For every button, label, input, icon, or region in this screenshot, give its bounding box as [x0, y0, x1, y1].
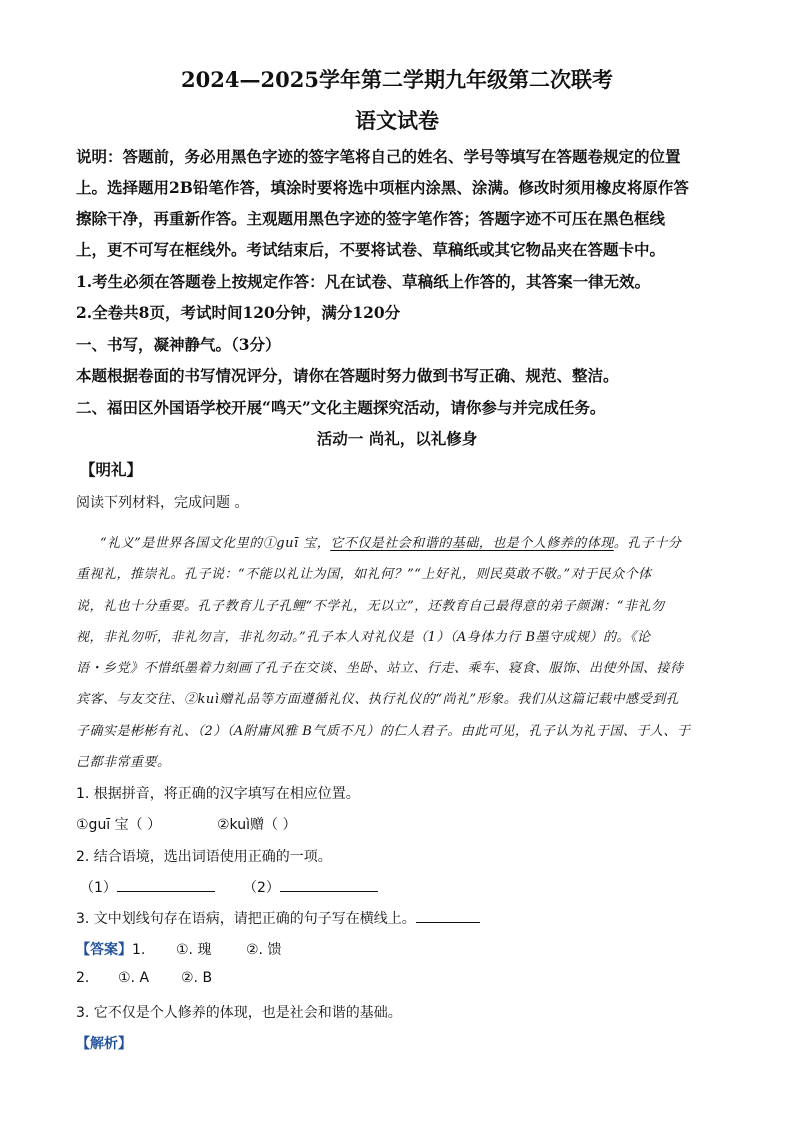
analysis-label: 【解析】	[76, 1036, 132, 1052]
section-1-description: 本题根据卷面的书写情况评分，请你在答题时努力做到书写正确、规范、整洁。	[76, 366, 619, 385]
instruction-line-5: 1.考生必须在答题卷上按规定作答：凡在试卷、草稿纸上作答的，其答案一律无效。	[76, 272, 651, 291]
instruction-line-6: 2.全卷共8页，考试时间120分钟，满分120分	[76, 303, 401, 322]
passage-text: 。孔子十分	[613, 536, 682, 551]
answer-3: 3. 它不仅是个人修养的体现，也是社会和谐的基础。	[76, 1005, 402, 1021]
answer-2-choice-1: ①. A	[118, 970, 150, 986]
instruction-line-1: 说明：答题前，务必用黑色字迹的签字笔将自己的姓名、学号等填写在答题卷规定的位置	[76, 147, 681, 166]
question-2-line-b	[243, 877, 378, 897]
answer-1-choice-1: ①. 瑰	[176, 942, 212, 958]
passage-line-2: 重视礼，推崇礼。孔子说：“不能以礼让为国，如礼何？”“上好礼，则民莫敢不敬。”对于民众个体	[76, 567, 652, 582]
passage-line-5: 语・乡党》不惜纸墨着力刻画了孔子在交谈、坐卧、站立、行走、乘车、寝食、服饰、出使外国、接待	[76, 661, 684, 676]
question-2-item-a: （1）	[80, 880, 117, 896]
question-3-line	[76, 908, 480, 928]
question-2: 2. 结合语境，选出词语使用正确的一项。	[76, 849, 332, 865]
activity-title: 活动一 尚礼，以礼修身	[316, 429, 478, 448]
answer-line-1	[76, 939, 145, 959]
answer-2-choice-2: ②. B	[181, 970, 213, 986]
answer-label: 【答案】	[76, 942, 132, 958]
passage-line-4: 视，非礼勿听，非礼勿言，非礼勿动。”孔子本人对礼仪是（1）（A身体力行 B墨守成规）的。《论	[76, 630, 651, 645]
exam-title: 2024—2025学年第二学期九年级第二次联考	[181, 67, 613, 92]
underlined-sentence: 它不仅是社会和谐的基础，也是个人修养的体现	[330, 536, 614, 551]
passage-line-7: 子确实是彬彬有礼、（2）（A附庸风雅 B气质不凡）的仁人君子。由此可见，孔子认为礼于国、于人、于	[76, 724, 691, 739]
passage-text: “礼义”是世界各国文化里的①guī 宝，	[100, 536, 331, 551]
passage-line-1	[100, 532, 681, 551]
passage-line-6: 宾客、与友交往、②kuì赠礼品等方面遵循礼仪、执行礼仪的“尚礼”形象。我们从这篇记载中感受到孔	[76, 692, 680, 707]
instruction-line-3: 擦除干净，再重新作答。主观题用黑色字迹的签字笔作答；答题字迹不可压在黑色框线	[76, 209, 666, 228]
instruction-line-2: 上。选择题用2B铅笔作答，填涂时要将选中项框内涂黑、涂满。修改时须用橡皮将原作答	[76, 178, 689, 197]
answer-blank[interactable]	[280, 877, 378, 892]
answer-1-choice-2: ②. 馈	[246, 942, 282, 958]
passage-line-3: 说，礼也十分重要。孔子教育儿子孔鲤“不学礼，无以立”，还教育自己最得意的弟子颜渊：“非礼勿	[76, 599, 665, 614]
section-1-heading: 一、书写，凝神静气。（3分）	[76, 335, 281, 354]
question-3: 3. 文中划线句存在语病，请把正确的句子写在横线上。	[76, 911, 416, 927]
question-1-item-a: ①guī 宝（ ）	[76, 817, 162, 833]
section-bracket-title: 【明礼】	[80, 460, 143, 479]
passage-line-8: 己都非常重要。	[76, 755, 171, 770]
answer-2-number: 2.	[76, 970, 90, 986]
section-2-heading: 二、福田区外国语学校开展“鸣天”文化主题探究活动，请你参与并完成任务。	[76, 398, 606, 417]
answer-blank[interactable]	[416, 908, 480, 923]
answer-blank[interactable]	[117, 877, 215, 892]
question-2-line	[80, 877, 215, 897]
instruction-line-4: 上，更不可写在框线外。考试结束后，不要将试卷、草稿纸或其它物品夹在答题卡中。	[76, 240, 666, 259]
question-2-item-b: （2）	[243, 880, 280, 896]
answer-1-number: 1.	[132, 942, 146, 958]
question-1-item-b: ②kuì赠（ ）	[217, 817, 297, 833]
reading-prompt: 阅读下列材料，完成问题 。	[76, 495, 249, 511]
question-1: 1. 根据拼音，将正确的汉字填写在相应位置。	[76, 786, 360, 802]
exam-subject: 语文试卷	[355, 108, 439, 133]
